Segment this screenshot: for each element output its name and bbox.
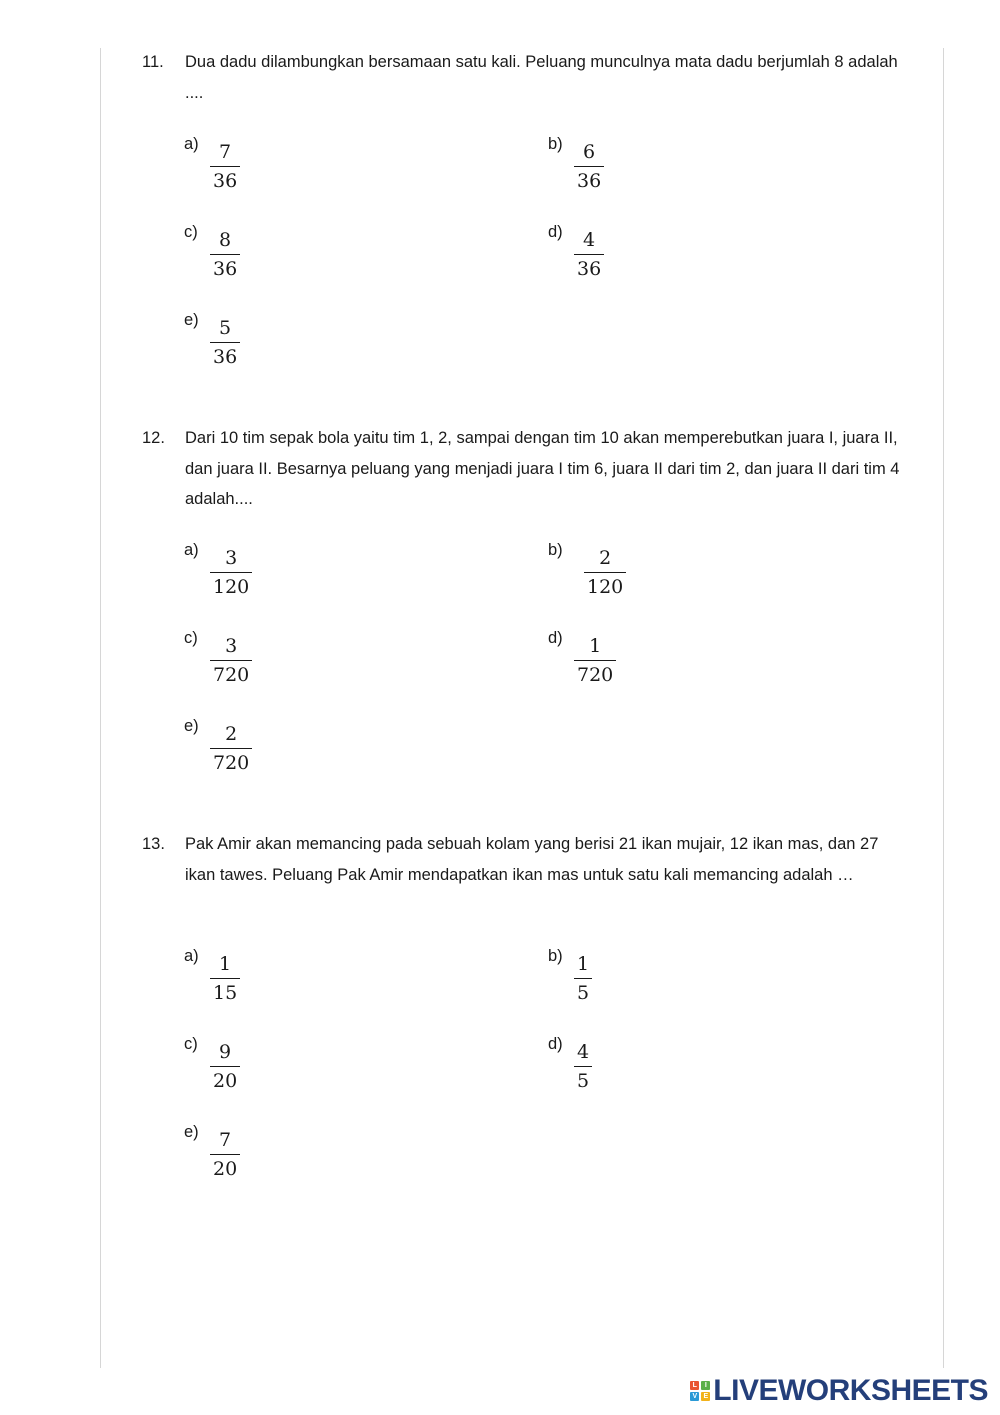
denominator: 36 bbox=[210, 342, 240, 368]
option-letter: b) bbox=[548, 135, 563, 153]
numerator: 8 bbox=[219, 229, 232, 251]
question-text: Pak Amir akan memancing pada sebuah kolam yang berisi 21 ikan mujair, 12 ikan mas, dan 27 ikan tawes. Peluang Pak Amir mendapatkan ikan mas untuk satu kali memancing adalah … bbox=[185, 835, 879, 884]
numerator: 3 bbox=[225, 547, 238, 569]
numerator: 9 bbox=[219, 1041, 232, 1063]
numerator: 1 bbox=[589, 635, 602, 657]
logo-letter-i: I bbox=[701, 1381, 710, 1390]
denominator: 36 bbox=[210, 166, 240, 192]
question-text: Dua dadu dilambungkan bersamaan satu kali. Peluang munculnya mata dadu berjumlah 8 adalah .... bbox=[185, 53, 898, 102]
logo-letter-l: L bbox=[690, 1381, 699, 1390]
numerator: 1 bbox=[219, 953, 232, 975]
denominator: 15 bbox=[210, 978, 240, 1004]
denominator: 120 bbox=[584, 572, 626, 598]
option-letter: d) bbox=[548, 1035, 563, 1053]
numerator: 2 bbox=[599, 547, 612, 569]
option-letter: e) bbox=[184, 717, 199, 735]
fraction bbox=[210, 635, 252, 686]
option-letter: c) bbox=[184, 629, 198, 647]
question-text: Dari 10 tim sepak bola yaitu tim 1, 2, sampai dengan tim 10 akan memperebutkan juara I, juara II, dan juara II. Besarnya peluang yang menjadi juara I tim 6, juara II dari tim 2, dan juara II dari tim 4 adalah.... bbox=[185, 429, 900, 508]
option-letter: c) bbox=[184, 1035, 198, 1053]
fraction bbox=[574, 953, 592, 1004]
right-margin-rule bbox=[943, 48, 944, 1368]
denominator: 720 bbox=[210, 660, 252, 686]
option-letter: e) bbox=[184, 311, 199, 329]
left-margin-rule bbox=[100, 48, 101, 1368]
denominator: 20 bbox=[210, 1154, 240, 1180]
numerator: 4 bbox=[577, 1041, 590, 1063]
numerator: 2 bbox=[225, 723, 238, 745]
denominator: 36 bbox=[574, 254, 604, 280]
denominator: 36 bbox=[210, 254, 240, 280]
option-letter: d) bbox=[548, 223, 563, 241]
fraction bbox=[210, 1129, 240, 1180]
option-letter: a) bbox=[184, 541, 199, 559]
numerator: 5 bbox=[219, 317, 232, 339]
denominator: 120 bbox=[210, 572, 252, 598]
numerator: 7 bbox=[219, 1129, 232, 1151]
numerator: 7 bbox=[219, 141, 232, 163]
option-letter: b) bbox=[548, 541, 563, 559]
fraction bbox=[210, 229, 240, 280]
denominator: 5 bbox=[574, 978, 592, 1004]
question-number: 11. bbox=[142, 53, 164, 71]
logo-mark-icon bbox=[690, 1381, 710, 1401]
numerator: 3 bbox=[225, 635, 238, 657]
option-letter: a) bbox=[184, 135, 199, 153]
denominator: 720 bbox=[574, 660, 616, 686]
numerator: 4 bbox=[583, 229, 596, 251]
denominator: 36 bbox=[574, 166, 604, 192]
fraction bbox=[210, 547, 252, 598]
logo-letter-e: E bbox=[701, 1392, 710, 1401]
fraction bbox=[574, 635, 616, 686]
numerator: 6 bbox=[583, 141, 596, 163]
fraction bbox=[574, 1041, 592, 1092]
numerator: 1 bbox=[577, 953, 590, 975]
option-letter: d) bbox=[548, 629, 563, 647]
option-letter: c) bbox=[184, 223, 198, 241]
fraction bbox=[574, 229, 604, 280]
liveworksheets-logo bbox=[690, 1374, 988, 1408]
fraction bbox=[210, 317, 240, 368]
denominator: 5 bbox=[574, 1066, 592, 1092]
denominator: 20 bbox=[210, 1066, 240, 1092]
fraction bbox=[584, 547, 626, 598]
question-number: 13. bbox=[142, 835, 165, 853]
option-letter: b) bbox=[548, 947, 563, 965]
option-letter: a) bbox=[184, 947, 199, 965]
fraction bbox=[210, 141, 240, 192]
fraction bbox=[574, 141, 604, 192]
fraction bbox=[210, 1041, 240, 1092]
fraction bbox=[210, 723, 252, 774]
fraction bbox=[210, 953, 240, 1004]
option-letter: e) bbox=[184, 1123, 199, 1141]
denominator: 720 bbox=[210, 748, 252, 774]
brand-name: LIVEWORKSHEETS bbox=[713, 1374, 988, 1407]
question-number: 12. bbox=[142, 429, 165, 447]
logo-letter-v: V bbox=[690, 1392, 699, 1401]
